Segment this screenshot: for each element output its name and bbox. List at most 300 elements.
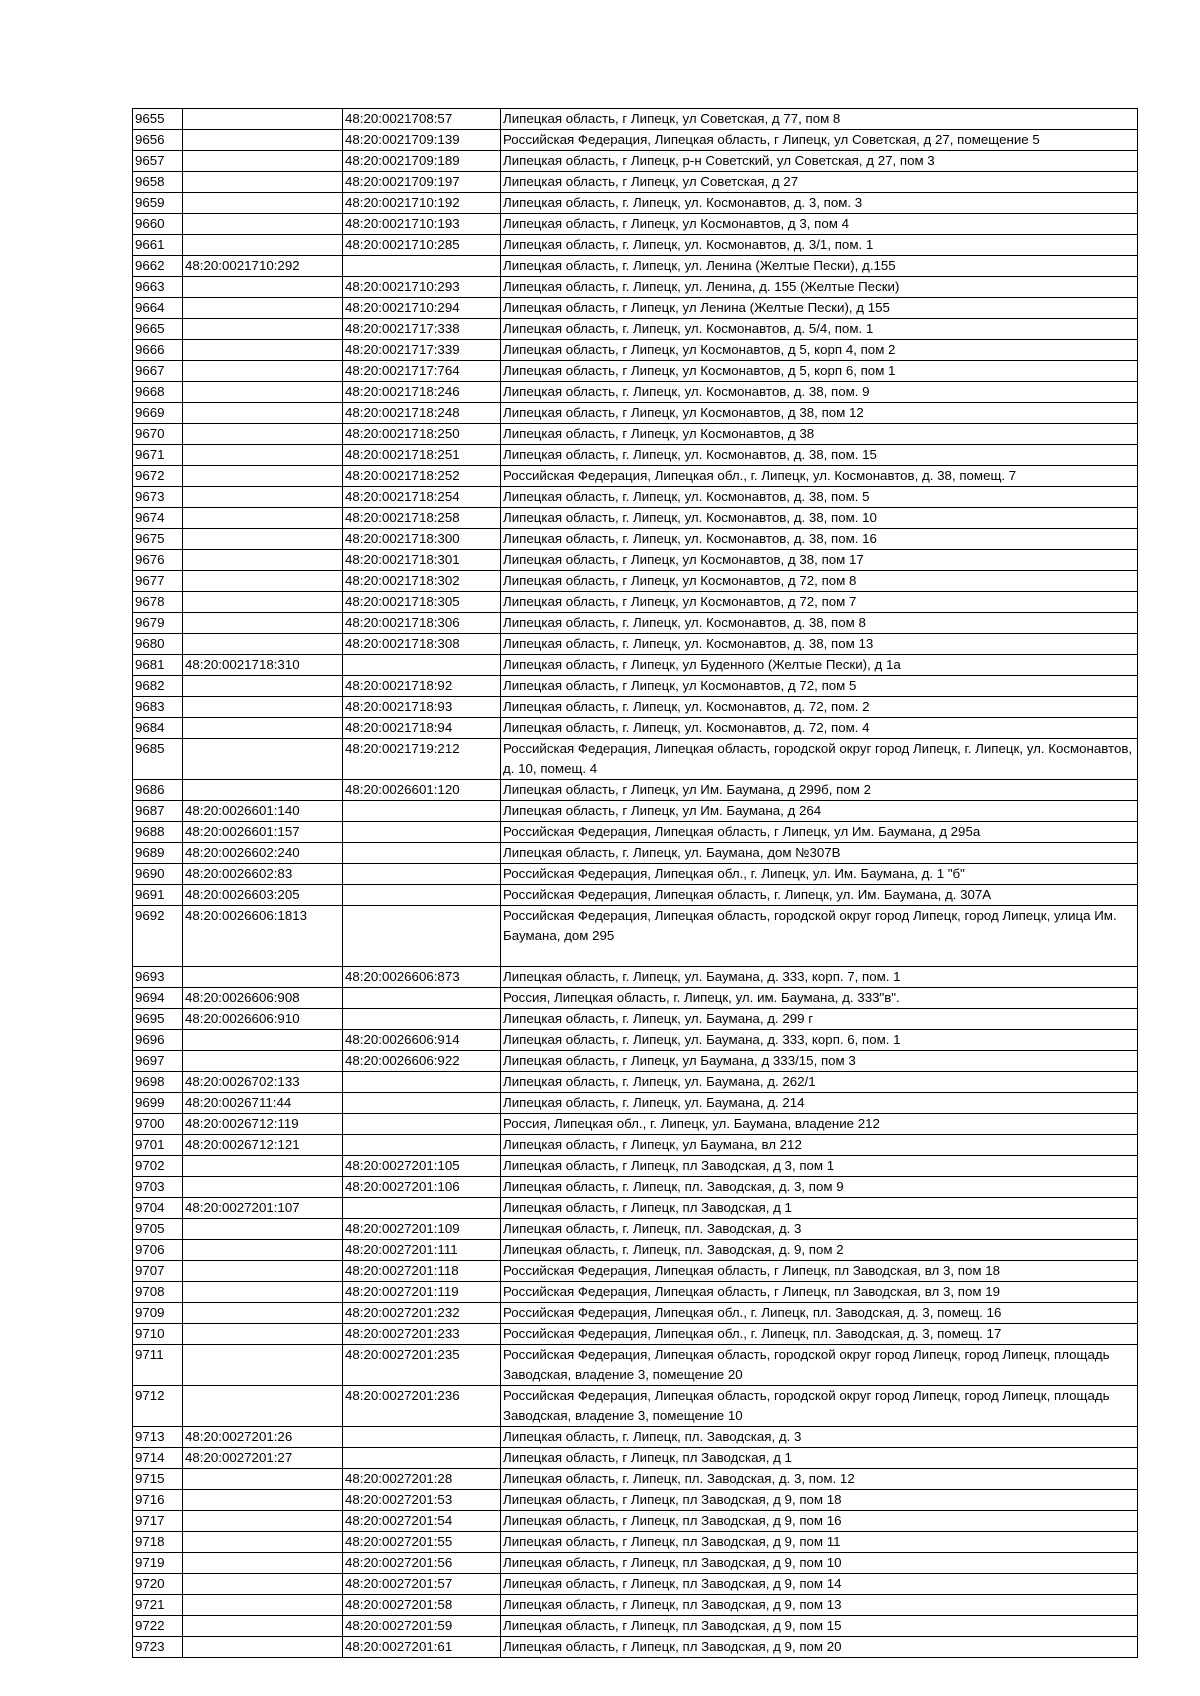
- row-number-cell: 9668: [133, 382, 183, 403]
- premises-cadastral-number-cell: 48:20:0027201:235: [343, 1345, 501, 1386]
- cadastral-number-cell: [183, 1177, 343, 1198]
- cadastral-number-cell: [183, 718, 343, 739]
- address-cell: Липецкая область, г. Липецк, ул. Баумана, д. 262/1: [501, 1072, 1138, 1093]
- cadastral-number-cell: [183, 1240, 343, 1261]
- table-row: [133, 592, 1138, 613]
- premises-cadastral-number-cell: [343, 1114, 501, 1135]
- table-row: [133, 1240, 1138, 1261]
- address-cell: Липецкая область, г Липецк, ул Советская, д 27: [501, 172, 1138, 193]
- address-cell: Липецкая область, г Липецк, ул Космонавтов, д 38, пом 17: [501, 550, 1138, 571]
- cadastral-number-cell: [183, 109, 343, 130]
- address-cell: Липецкая область, г. Липецк, ул. Баумана, дом №307В: [501, 843, 1138, 864]
- cadastral-number-cell: [183, 130, 343, 151]
- cadastral-number-cell: 48:20:0021718:310: [183, 655, 343, 676]
- row-number-cell: 9710: [133, 1324, 183, 1345]
- address-cell: Липецкая область, г. Липецк, ул. Космонавтов, д. 38, пом. 9: [501, 382, 1138, 403]
- address-cell: Липецкая область, г. Липецк, пл. Заводская, д. 3: [501, 1219, 1138, 1240]
- premises-cadastral-number-cell: 48:20:0021719:212: [343, 739, 501, 780]
- row-number-cell: 9688: [133, 822, 183, 843]
- table-row: [133, 801, 1138, 822]
- premises-cadastral-number-cell: 48:20:0021708:57: [343, 109, 501, 130]
- address-cell: Российская Федерация, Липецкая область, г Липецк, ул Советская, д 27, помещение 5: [501, 130, 1138, 151]
- premises-cadastral-number-cell: 48:20:0021718:258: [343, 508, 501, 529]
- row-number-cell: 9662: [133, 256, 183, 277]
- cadastral-number-cell: 48:20:0026712:121: [183, 1135, 343, 1156]
- address-cell: Российская Федерация, Липецкая область, городской округ город Липецк, г. Липецк, ул. Космонавтов, д. 10, помещ. 4: [501, 739, 1138, 780]
- premises-cadastral-number-cell: [343, 843, 501, 864]
- row-number-cell: 9717: [133, 1511, 183, 1532]
- table-row: [133, 382, 1138, 403]
- cadastral-number-cell: [183, 424, 343, 445]
- row-number-cell: 9660: [133, 214, 183, 235]
- row-number-cell: 9675: [133, 529, 183, 550]
- cadastral-number-cell: [183, 634, 343, 655]
- cadastral-number-cell: [183, 676, 343, 697]
- row-number-cell: 9663: [133, 277, 183, 298]
- row-number-cell: 9658: [133, 172, 183, 193]
- address-cell: Липецкая область, г. Липецк, ул. Баумана, д. 299 г: [501, 1009, 1138, 1030]
- premises-cadastral-number-cell: 48:20:0021718:254: [343, 487, 501, 508]
- premises-cadastral-number-cell: 48:20:0021710:293: [343, 277, 501, 298]
- row-number-cell: 9665: [133, 319, 183, 340]
- address-cell: Липецкая область, г. Липецк, пл. Заводская, д. 3, пом 9: [501, 1177, 1138, 1198]
- table-row: [133, 1511, 1138, 1532]
- row-number-cell: 9669: [133, 403, 183, 424]
- cadastral-number-cell: [183, 1595, 343, 1616]
- table-row: [133, 1637, 1138, 1658]
- table-row: [133, 843, 1138, 864]
- cadastral-number-cell: [183, 1303, 343, 1324]
- address-cell: Российская Федерация, Липецкая область, г Липецк, пл Заводская, вл 3, пом 19: [501, 1282, 1138, 1303]
- premises-cadastral-number-cell: 48:20:0027201:109: [343, 1219, 501, 1240]
- cadastral-number-cell: 48:20:0026603:205: [183, 885, 343, 906]
- row-number-cell: 9686: [133, 780, 183, 801]
- cadastral-number-cell: [183, 1386, 343, 1427]
- address-cell: Российская Федерация, Липецкая область, г Липецк, ул Им. Баумана, д 295а: [501, 822, 1138, 843]
- cadastral-number-cell: [183, 382, 343, 403]
- cadastral-number-cell: [183, 1219, 343, 1240]
- address-cell: Липецкая область, г Липецк, ул Им. Баумана, д 299б, пом 2: [501, 780, 1138, 801]
- premises-cadastral-number-cell: [343, 988, 501, 1009]
- cadastral-number-cell: 48:20:0026602:83: [183, 864, 343, 885]
- address-cell: Липецкая область, г Липецк, ул Космонавтов, д 72, пом 5: [501, 676, 1138, 697]
- table-row: [133, 466, 1138, 487]
- address-cell: Липецкая область, г Липецк, ул Космонавтов, д 5, корп 6, пом 1: [501, 361, 1138, 382]
- table-row: [133, 361, 1138, 382]
- address-cell: Липецкая область, г. Липецк, ул. Баумана, д. 333, корп. 7, пом. 1: [501, 967, 1138, 988]
- premises-cadastral-number-cell: 48:20:0027201:236: [343, 1386, 501, 1427]
- cadastral-number-cell: [183, 1574, 343, 1595]
- table-row: [133, 508, 1138, 529]
- cadastral-number-cell: [183, 319, 343, 340]
- table-row: [133, 1616, 1138, 1637]
- row-number-cell: 9704: [133, 1198, 183, 1219]
- address-cell: Липецкая область, г Липецк, ул Им. Баумана, д 264: [501, 801, 1138, 822]
- table-row: [133, 1030, 1138, 1051]
- address-cell: Липецкая область, г Липецк, пл Заводская, д 1: [501, 1448, 1138, 1469]
- cadastral-number-cell: [183, 1511, 343, 1532]
- table-row: [133, 193, 1138, 214]
- row-number-cell: 9664: [133, 298, 183, 319]
- address-cell: Липецкая область, г. Липецк, ул. Космонавтов, д. 38, пом. 5: [501, 487, 1138, 508]
- premises-cadastral-number-cell: 48:20:0021718:93: [343, 697, 501, 718]
- table-row: [133, 1303, 1138, 1324]
- table-row: [133, 1282, 1138, 1303]
- cadastral-number-cell: [183, 172, 343, 193]
- table-row: [133, 1469, 1138, 1490]
- table-row: [133, 109, 1138, 130]
- table-row: [133, 445, 1138, 466]
- row-number-cell: 9684: [133, 718, 183, 739]
- row-number-cell: 9671: [133, 445, 183, 466]
- document-page: [132, 108, 1133, 1658]
- cadastral-number-cell: [183, 571, 343, 592]
- table-row: [133, 424, 1138, 445]
- cadastral-number-cell: [183, 529, 343, 550]
- row-number-cell: 9677: [133, 571, 183, 592]
- premises-cadastral-number-cell: 48:20:0021717:764: [343, 361, 501, 382]
- table-row: [133, 403, 1138, 424]
- premises-cadastral-number-cell: 48:20:0021717:339: [343, 340, 501, 361]
- table-row: [133, 1532, 1138, 1553]
- cadastral-number-cell: [183, 340, 343, 361]
- cadastral-number-cell: 48:20:0026601:140: [183, 801, 343, 822]
- row-number-cell: 9659: [133, 193, 183, 214]
- row-number-cell: 9691: [133, 885, 183, 906]
- row-number-cell: 9680: [133, 634, 183, 655]
- premises-cadastral-number-cell: [343, 1093, 501, 1114]
- row-number-cell: 9683: [133, 697, 183, 718]
- premises-cadastral-number-cell: 48:20:0027201:57: [343, 1574, 501, 1595]
- table-row: [133, 1386, 1138, 1427]
- address-cell: Липецкая область, г Липецк, ул Космонавтов, д 72, пом 7: [501, 592, 1138, 613]
- address-cell: Липецкая область, г Липецк, ул Советская, д 77, пом 8: [501, 109, 1138, 130]
- premises-cadastral-number-cell: 48:20:0021718:252: [343, 466, 501, 487]
- table-row: [133, 1490, 1138, 1511]
- address-cell: Липецкая область, г. Липецк, ул. Космонавтов, д. 38, пом 8: [501, 613, 1138, 634]
- table-row: [133, 340, 1138, 361]
- cadastral-number-cell: 48:20:0027201:26: [183, 1427, 343, 1448]
- cadastral-number-cell: [183, 1553, 343, 1574]
- table-row: [133, 822, 1138, 843]
- premises-cadastral-number-cell: 48:20:0021718:300: [343, 529, 501, 550]
- row-number-cell: 9700: [133, 1114, 183, 1135]
- premises-cadastral-number-cell: 48:20:0027201:233: [343, 1324, 501, 1345]
- table-row: [133, 1345, 1138, 1386]
- row-number-cell: 9697: [133, 1051, 183, 1072]
- address-cell: Липецкая область, г. Липецк, пл. Заводская, д. 3: [501, 1427, 1138, 1448]
- address-cell: Липецкая область, г Липецк, ул Буденного (Желтые Пески), д 1а: [501, 655, 1138, 676]
- row-number-cell: 9699: [133, 1093, 183, 1114]
- cadastral-number-cell: [183, 1282, 343, 1303]
- premises-cadastral-number-cell: 48:20:0027201:54: [343, 1511, 501, 1532]
- cadastral-number-cell: [183, 1469, 343, 1490]
- registry-table: [132, 108, 1138, 1658]
- row-number-cell: 9708: [133, 1282, 183, 1303]
- cadastral-number-cell: [183, 235, 343, 256]
- address-cell: Липецкая область, г Липецк, пл Заводская, д 9, пом 18: [501, 1490, 1138, 1511]
- row-number-cell: 9721: [133, 1595, 183, 1616]
- premises-cadastral-number-cell: 48:20:0027201:28: [343, 1469, 501, 1490]
- premises-cadastral-number-cell: [343, 906, 501, 967]
- cadastral-number-cell: [183, 487, 343, 508]
- table-row: [133, 655, 1138, 676]
- table-row: [133, 1595, 1138, 1616]
- table-row: [133, 1261, 1138, 1282]
- cadastral-number-cell: [183, 193, 343, 214]
- address-cell: Россия, Липецкая область, г. Липецк, ул. им. Баумана, д. 333"в".: [501, 988, 1138, 1009]
- premises-cadastral-number-cell: 48:20:0027201:56: [343, 1553, 501, 1574]
- premises-cadastral-number-cell: 48:20:0021718:306: [343, 613, 501, 634]
- premises-cadastral-number-cell: 48:20:0026601:120: [343, 780, 501, 801]
- cadastral-number-cell: 48:20:0026606:1813: [183, 906, 343, 967]
- table-row: [133, 676, 1138, 697]
- address-cell: Липецкая область, г Липецк, ул Баумана, вл 212: [501, 1135, 1138, 1156]
- cadastral-number-cell: [183, 1490, 343, 1511]
- row-number-cell: 9705: [133, 1219, 183, 1240]
- premises-cadastral-number-cell: 48:20:0021710:192: [343, 193, 501, 214]
- premises-cadastral-number-cell: [343, 1135, 501, 1156]
- table-row: [133, 1072, 1138, 1093]
- premises-cadastral-number-cell: 48:20:0027201:106: [343, 1177, 501, 1198]
- cadastral-number-cell: 48:20:0026712:119: [183, 1114, 343, 1135]
- cadastral-number-cell: [183, 967, 343, 988]
- address-cell: Липецкая область, г Липецк, пл Заводская, д 9, пом 15: [501, 1616, 1138, 1637]
- address-cell: Липецкая область, г Липецк, пл Заводская, д 9, пом 11: [501, 1532, 1138, 1553]
- premises-cadastral-number-cell: 48:20:0021718:305: [343, 592, 501, 613]
- premises-cadastral-number-cell: 48:20:0027201:119: [343, 1282, 501, 1303]
- premises-cadastral-number-cell: 48:20:0021710:285: [343, 235, 501, 256]
- address-cell: Российская Федерация, Липецкая обл., г. Липецк, пл. Заводская, д. 3, помещ. 16: [501, 1303, 1138, 1324]
- table-row: [133, 613, 1138, 634]
- row-number-cell: 9687: [133, 801, 183, 822]
- table-row: [133, 967, 1138, 988]
- address-cell: Липецкая область, г. Липецк, ул. Космонавтов, д. 3, пом. 3: [501, 193, 1138, 214]
- address-cell: Липецкая область, г Липецк, пл Заводская, д 9, пом 10: [501, 1553, 1138, 1574]
- registry-table-body: [133, 109, 1138, 1658]
- cadastral-number-cell: [183, 780, 343, 801]
- address-cell: Липецкая область, г. Липецк, пл. Заводская, д. 9, пом 2: [501, 1240, 1138, 1261]
- table-row: [133, 1553, 1138, 1574]
- row-number-cell: 9692: [133, 906, 183, 967]
- premises-cadastral-number-cell: 48:20:0021718:251: [343, 445, 501, 466]
- row-number-cell: 9690: [133, 864, 183, 885]
- table-row: [133, 1574, 1138, 1595]
- table-row: [133, 130, 1138, 151]
- cadastral-number-cell: [183, 403, 343, 424]
- address-cell: Липецкая область, г Липецк, ул Космонавтов, д 3, пом 4: [501, 214, 1138, 235]
- row-number-cell: 9719: [133, 1553, 183, 1574]
- table-row: [133, 1219, 1138, 1240]
- table-row: [133, 906, 1138, 967]
- cadastral-number-cell: [183, 739, 343, 780]
- cadastral-number-cell: [183, 298, 343, 319]
- row-number-cell: 9703: [133, 1177, 183, 1198]
- address-cell: Липецкая область, г. Липецк, ул. Космонавтов, д. 38, пом 13: [501, 634, 1138, 655]
- premises-cadastral-number-cell: 48:20:0021717:338: [343, 319, 501, 340]
- cadastral-number-cell: [183, 1637, 343, 1658]
- cadastral-number-cell: 48:20:0026602:240: [183, 843, 343, 864]
- row-number-cell: 9656: [133, 130, 183, 151]
- row-number-cell: 9713: [133, 1427, 183, 1448]
- address-cell: Липецкая область, г. Липецк, ул. Космонавтов, д. 72, пом. 2: [501, 697, 1138, 718]
- premises-cadastral-number-cell: 48:20:0027201:111: [343, 1240, 501, 1261]
- table-row: [133, 298, 1138, 319]
- premises-cadastral-number-cell: 48:20:0027201:53: [343, 1490, 501, 1511]
- table-row: [133, 235, 1138, 256]
- cadastral-number-cell: 48:20:0026606:910: [183, 1009, 343, 1030]
- premises-cadastral-number-cell: [343, 1427, 501, 1448]
- cadastral-number-cell: 48:20:0027201:107: [183, 1198, 343, 1219]
- cadastral-number-cell: [183, 1345, 343, 1386]
- row-number-cell: 9670: [133, 424, 183, 445]
- row-number-cell: 9707: [133, 1261, 183, 1282]
- cadastral-number-cell: [183, 1051, 343, 1072]
- row-number-cell: 9667: [133, 361, 183, 382]
- premises-cadastral-number-cell: 48:20:0021718:302: [343, 571, 501, 592]
- cadastral-number-cell: [183, 1156, 343, 1177]
- table-row: [133, 718, 1138, 739]
- row-number-cell: 9702: [133, 1156, 183, 1177]
- address-cell: Липецкая область, г. Липецк, ул. Космонавтов, д. 5/4, пом. 1: [501, 319, 1138, 340]
- row-number-cell: 9712: [133, 1386, 183, 1427]
- cadastral-number-cell: [183, 466, 343, 487]
- row-number-cell: 9711: [133, 1345, 183, 1386]
- row-number-cell: 9676: [133, 550, 183, 571]
- premises-cadastral-number-cell: 48:20:0021709:189: [343, 151, 501, 172]
- row-number-cell: 9689: [133, 843, 183, 864]
- table-row: [133, 864, 1138, 885]
- premises-cadastral-number-cell: [343, 885, 501, 906]
- cadastral-number-cell: [183, 1324, 343, 1345]
- premises-cadastral-number-cell: 48:20:0021718:246: [343, 382, 501, 403]
- row-number-cell: 9698: [133, 1072, 183, 1093]
- address-cell: Липецкая область, г Липецк, р-н Советский, ул Советская, д 27, пом 3: [501, 151, 1138, 172]
- address-cell: Российская Федерация, Липецкая область, городской округ город Липецк, город Липецк, площадь Заводская, владение 3, помещение 20: [501, 1345, 1138, 1386]
- address-cell: Липецкая область, г. Липецк, ул. Ленина (Желтые Пески), д.155: [501, 256, 1138, 277]
- address-cell: Липецкая область, г Липецк, пл Заводская, д 9, пом 13: [501, 1595, 1138, 1616]
- table-row: [133, 1093, 1138, 1114]
- table-row: [133, 1156, 1138, 1177]
- address-cell: Липецкая область, г. Липецк, ул. Ленина, д. 155 (Желтые Пески): [501, 277, 1138, 298]
- address-cell: Липецкая область, г Липецк, ул Ленина (Желтые Пески), д 155: [501, 298, 1138, 319]
- premises-cadastral-number-cell: 48:20:0027201:55: [343, 1532, 501, 1553]
- premises-cadastral-number-cell: 48:20:0027201:105: [343, 1156, 501, 1177]
- row-number-cell: 9666: [133, 340, 183, 361]
- premises-cadastral-number-cell: 48:20:0026606:914: [343, 1030, 501, 1051]
- address-cell: Липецкая область, г Липецк, ул Космонавтов, д 38: [501, 424, 1138, 445]
- row-number-cell: 9657: [133, 151, 183, 172]
- row-number-cell: 9693: [133, 967, 183, 988]
- table-row: [133, 214, 1138, 235]
- premises-cadastral-number-cell: 48:20:0021718:308: [343, 634, 501, 655]
- address-cell: Липецкая область, г. Липецк, ул. Космонавтов, д. 38, пом. 10: [501, 508, 1138, 529]
- address-cell: Российская Федерация, Липецкая обл., г. Липецк, пл. Заводская, д. 3, помещ. 17: [501, 1324, 1138, 1345]
- address-cell: Липецкая область, г Липецк, пл Заводская, д 9, пом 16: [501, 1511, 1138, 1532]
- cadastral-number-cell: [183, 445, 343, 466]
- premises-cadastral-number-cell: 48:20:0026606:922: [343, 1051, 501, 1072]
- row-number-cell: 9706: [133, 1240, 183, 1261]
- table-row: [133, 739, 1138, 780]
- table-row: [133, 172, 1138, 193]
- address-cell: Российская Федерация, Липецкая область, г. Липецк, ул. Им. Баумана, д. 307А: [501, 885, 1138, 906]
- row-number-cell: 9716: [133, 1490, 183, 1511]
- address-cell: Липецкая область, г. Липецк, ул. Космонавтов, д. 72, пом. 4: [501, 718, 1138, 739]
- table-row: [133, 151, 1138, 172]
- table-row: [133, 1198, 1138, 1219]
- cadastral-number-cell: [183, 1261, 343, 1282]
- address-cell: Липецкая область, г Липецк, пл Заводская, д 3, пом 1: [501, 1156, 1138, 1177]
- row-number-cell: 9722: [133, 1616, 183, 1637]
- premises-cadastral-number-cell: 48:20:0027201:118: [343, 1261, 501, 1282]
- row-number-cell: 9673: [133, 487, 183, 508]
- cadastral-number-cell: [183, 1030, 343, 1051]
- cadastral-number-cell: [183, 592, 343, 613]
- cadastral-number-cell: [183, 361, 343, 382]
- table-row: [133, 1009, 1138, 1030]
- row-number-cell: 9718: [133, 1532, 183, 1553]
- address-cell: Российская Федерация, Липецкая область, городской округ город Липецк, город Липецк, площадь Заводская, владение 3, помещение 10: [501, 1386, 1138, 1427]
- cadastral-number-cell: [183, 508, 343, 529]
- premises-cadastral-number-cell: [343, 1009, 501, 1030]
- premises-cadastral-number-cell: [343, 1072, 501, 1093]
- row-number-cell: 9682: [133, 676, 183, 697]
- row-number-cell: 9679: [133, 613, 183, 634]
- premises-cadastral-number-cell: 48:20:0021710:193: [343, 214, 501, 235]
- premises-cadastral-number-cell: [343, 864, 501, 885]
- premises-cadastral-number-cell: 48:20:0027201:58: [343, 1595, 501, 1616]
- row-number-cell: 9709: [133, 1303, 183, 1324]
- premises-cadastral-number-cell: 48:20:0021718:250: [343, 424, 501, 445]
- table-row: [133, 1427, 1138, 1448]
- table-row: [133, 256, 1138, 277]
- table-row: [133, 529, 1138, 550]
- cadastral-number-cell: [183, 151, 343, 172]
- premises-cadastral-number-cell: 48:20:0021718:248: [343, 403, 501, 424]
- cadastral-number-cell: 48:20:0026702:133: [183, 1072, 343, 1093]
- address-cell: Российская Федерация, Липецкая область, г Липецк, пл Заводская, вл 3, пом 18: [501, 1261, 1138, 1282]
- address-cell: Липецкая область, г. Липецк, ул. Космонавтов, д. 38, пом. 15: [501, 445, 1138, 466]
- row-number-cell: 9674: [133, 508, 183, 529]
- address-cell: Липецкая область, г. Липецк, пл. Заводская, д. 3, пом. 12: [501, 1469, 1138, 1490]
- row-number-cell: 9701: [133, 1135, 183, 1156]
- row-number-cell: 9678: [133, 592, 183, 613]
- premises-cadastral-number-cell: 48:20:0021718:92: [343, 676, 501, 697]
- table-row: [133, 780, 1138, 801]
- cadastral-number-cell: 48:20:0026711:44: [183, 1093, 343, 1114]
- row-number-cell: 9720: [133, 1574, 183, 1595]
- address-cell: Российская Федерация, Липецкая обл., г. Липецк, ул. Космонавтов, д. 38, помещ. 7: [501, 466, 1138, 487]
- row-number-cell: 9715: [133, 1469, 183, 1490]
- cadastral-number-cell: [183, 277, 343, 298]
- row-number-cell: 9696: [133, 1030, 183, 1051]
- premises-cadastral-number-cell: [343, 655, 501, 676]
- premises-cadastral-number-cell: 48:20:0026606:873: [343, 967, 501, 988]
- address-cell: Российская Федерация, Липецкая обл., г. Липецк, ул. Им. Баумана, д. 1 "б": [501, 864, 1138, 885]
- premises-cadastral-number-cell: 48:20:0027201:59: [343, 1616, 501, 1637]
- row-number-cell: 9723: [133, 1637, 183, 1658]
- table-row: [133, 988, 1138, 1009]
- address-cell: Липецкая область, г. Липецк, ул. Баумана, д. 333, корп. 6, пом. 1: [501, 1030, 1138, 1051]
- table-row: [133, 634, 1138, 655]
- cadastral-number-cell: [183, 550, 343, 571]
- cadastral-number-cell: [183, 1616, 343, 1637]
- address-cell: Липецкая область, г. Липецк, ул. Космонавтов, д. 38, пом. 16: [501, 529, 1138, 550]
- address-cell: Липецкая область, г Липецк, ул Космонавтов, д 72, пом 8: [501, 571, 1138, 592]
- premises-cadastral-number-cell: 48:20:0027201:232: [343, 1303, 501, 1324]
- table-row: [133, 1135, 1138, 1156]
- address-cell: Липецкая область, г Липецк, пл Заводская, д 9, пом 14: [501, 1574, 1138, 1595]
